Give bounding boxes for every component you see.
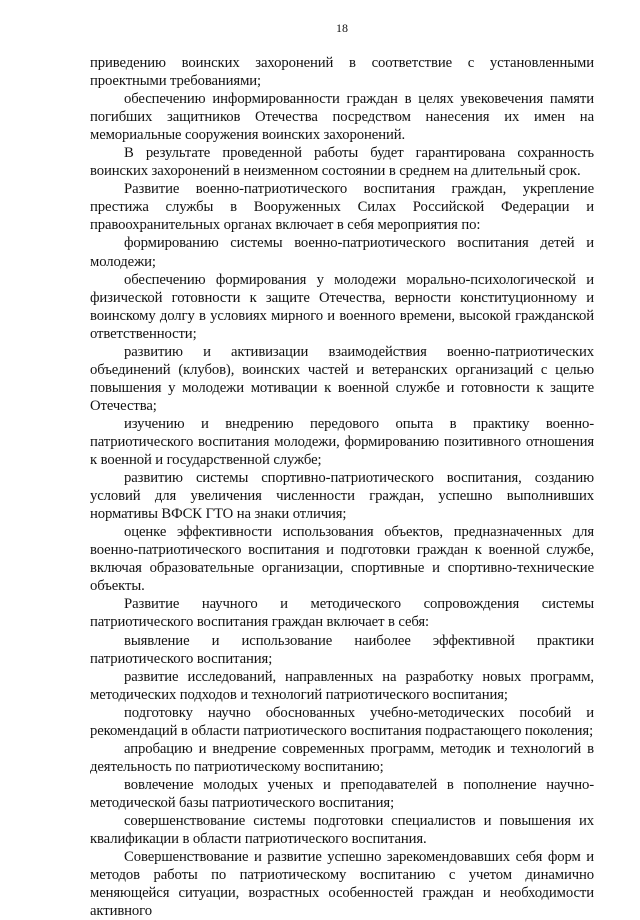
paragraph: изучению и внедрению передового опыта в практику военно-патриотического воспитания молодежи, формированию позитивного отношения к военной и государственной службе; <box>90 415 594 469</box>
paragraph: обеспечению формирования у молодежи морально-психологической и физической готовности к защите Отечества, верности конституционному и воинскому долгу в условиях мирного и военного времени, высокой гражданской ответственности; <box>90 271 594 342</box>
paragraph: В результате проведенной работы будет гарантирована сохранность воинских захоронений в неизменном состоянии в среднем на длительный срок. <box>90 145 594 180</box>
paragraph: апробацию и внедрение современных программ, методик и технологий в деятельность по патриотическому воспитанию; <box>90 740 594 775</box>
paragraph: формированию системы военно-патриотического воспитания детей и молодежи; <box>90 235 594 270</box>
paragraph: Развитие военно-патриотического воспитания граждан, укрепление престижа службы в Вооруженных Силах Российской Федерации и правоохранительных органах включает в себя мероприятия по: <box>90 181 594 234</box>
paragraph: приведению воинских захоронений в соответствие с установленными проектными требованиями; <box>90 55 594 90</box>
body-text <box>90 54 594 920</box>
paragraph: подготовку научно обоснованных учебно-методических пособий и рекомендаций в области патриотического воспитания подрастающего поколения; <box>90 704 594 739</box>
paragraph: обеспечению информированности граждан в целях увековечения памяти погибших защитников Отечества посредством нанесения их имен на мемориальные сооружения воинских захоронений. <box>90 91 594 144</box>
paragraph: выявление и использование наиболее эффективной практики патриотического воспитания; <box>90 632 594 667</box>
paragraph: развитию и активизации взаимодействия военно-патриотических объединений (клубов), воинских частей и ветеранских организаций с целью повышения у молодежи мотивации к военной службе и готовности к защите Отечества; <box>90 343 594 414</box>
paragraph: развитие исследований, направленных на разработку новых программ, методических подходов и технологий патриотического воспитания; <box>90 668 594 703</box>
paragraph: Развитие научного и методического сопровождения системы патриотического воспитания граждан включает в себя: <box>90 596 594 631</box>
paragraph: развитию системы спортивно-патриотического воспитания, созданию условий для увеличения численности граждан, успешно выполнивших нормативы ВФСК ГТО на знаки отличия; <box>90 470 594 523</box>
page-number: 18 <box>336 21 348 35</box>
paragraph: вовлечение молодых ученых и преподавателей в пополнение научно-методической базы патриотического воспитания; <box>90 776 594 811</box>
paragraph: оценке эффективности использования объектов, предназначенных для военно-патриотического воспитания и подготовки граждан к военной службе, включая образовательные организации, спортивные и спортивно-технические объекты. <box>90 524 594 595</box>
paragraph: совершенствование системы подготовки специалистов и повышения их квалификации в области патриотического воспитания. <box>90 812 594 848</box>
paragraph: Совершенствование и развитие успешно зарекомендовавших себя форм и методов работы по патриотическому воспитанию с учетом динамично меняющейся ситуации, возрастных особенностей граждан и необходимости активного <box>90 849 594 920</box>
